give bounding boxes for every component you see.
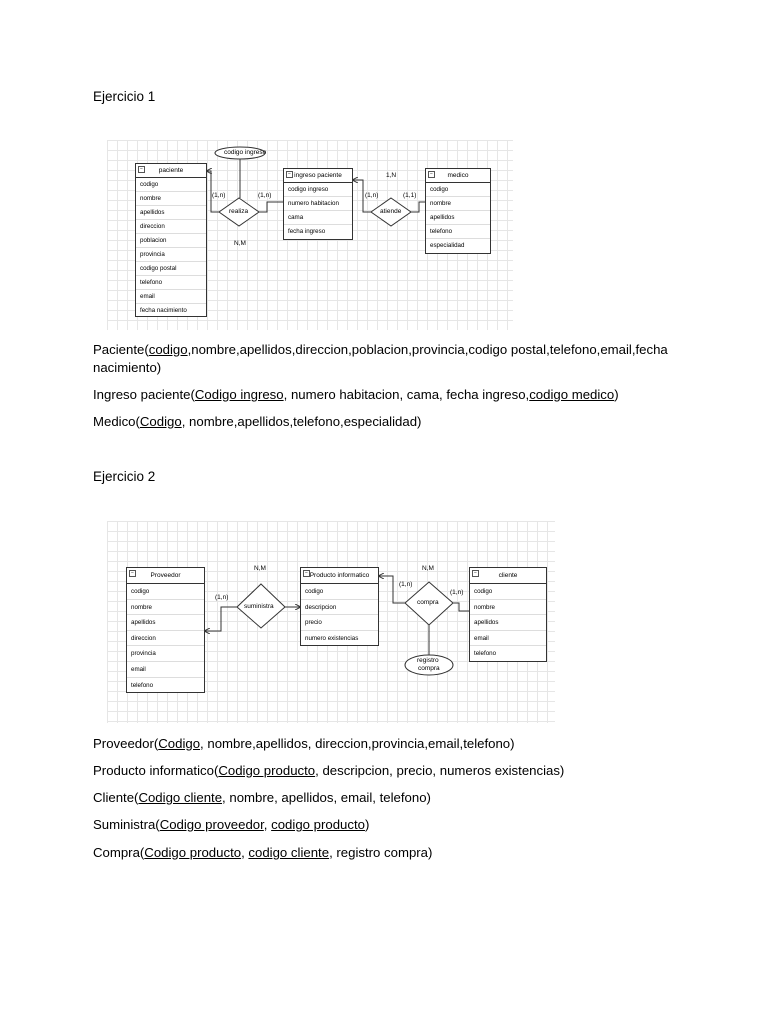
relation-line [93,790,431,805]
attribute: codigo [127,584,204,600]
relation-name: Compra( [93,845,145,860]
entity-title: medico [447,172,469,179]
cardinality-compra-right: (1,n) [450,589,464,596]
registro-compra-label-1: registro [417,657,439,664]
cardinality-realiza-left: (1,n) [212,192,226,199]
attribute: nombre [136,192,206,206]
attribute: telefono [426,225,490,239]
relation-line-continuation: nacimiento) [93,360,162,375]
attribute: codigo ingreso [284,183,352,197]
cardinality-realiza-right: (1,n) [258,192,272,199]
key-attribute: codigo [148,342,188,357]
attribute: nombre [127,600,204,616]
attribute: fecha nacimiento [140,307,187,314]
attribute: codigo [136,178,206,192]
relation-attributes: ) [614,387,619,402]
entity-proveedor [126,567,205,693]
relation-attributes: , [241,845,249,860]
attribute: nombre [470,600,546,616]
er-diagram-1 [107,140,513,330]
relation-line [93,387,619,402]
collapse-icon: − [138,166,145,173]
suministra-label: suministra [244,603,274,610]
relation-attributes: , numero habitacion, cama, fecha ingreso, [283,387,530,402]
relation-attributes: , [263,817,272,832]
compra-label: compra [417,599,439,606]
relation-attributes: ) [364,817,370,832]
key-attribute: Codigo [158,736,201,751]
entity-title: ingreso paciente [294,172,342,179]
relation-line [93,763,564,778]
relation-name: Paciente( [93,342,149,357]
relation-attributes: , nombre,apellidos,telefono,especialidad) [181,414,422,429]
attribute: fecha ingreso [288,228,326,235]
registro-compra-label-2: compra [418,665,440,672]
relation-name: Producto informatico( [93,763,219,778]
attribute: codigo [470,584,546,600]
collapse-icon: − [428,171,435,178]
relation-name: Ingreso paciente( [93,387,195,402]
relation-attributes: , nombre,apellidos, direccion,provincia,email,telefono) [200,736,515,751]
codigo-ingreso-label: codigo ingreso [224,149,267,156]
attribute: direccion [127,631,204,647]
atiende-label: atiende [380,208,402,215]
key-attribute: Codigo [139,414,182,429]
entity-title: paciente [158,167,184,174]
attribute: descripcion [301,600,378,616]
key-attribute: codigo medico [529,387,615,402]
attribute: telefono [136,276,206,290]
collapse-icon: − [472,570,479,577]
relation-line [93,817,369,832]
attribute: apellidos [470,615,546,631]
collapse-icon: − [286,171,293,178]
relation-name: Suministra( [93,817,160,832]
attribute: telefono [131,681,154,689]
relation-name: Cliente( [93,790,139,805]
attribute: numero existencias [305,634,359,642]
key-attribute: Codigo ingreso [194,387,284,402]
attribute: telefono [474,650,497,658]
attribute: email [470,631,546,647]
relation-attributes: , registro compra) [329,845,433,860]
entity-title: cliente [498,572,518,579]
entity-paciente [135,163,207,317]
attribute: codigo postal [136,262,206,276]
key-attribute: Codigo producto [144,845,242,860]
entity-title: Proveedor [150,572,181,579]
relation-attributes: ,nombre,apellidos,direccion,poblacion,provincia,codigo postal,telefono,email,fecha [187,342,668,357]
attribute: direccion [136,220,206,234]
attribute: nombre [426,197,490,211]
relation-line [93,736,515,751]
key-attribute: codigo cliente [248,845,330,860]
attribute: codigo [426,183,490,197]
relation-name: Proveedor( [93,736,159,751]
relation-attributes: , descripcion, precio, numeros existencias) [315,763,565,778]
key-attribute: Codigo cliente [138,790,223,805]
attribute: email [127,662,204,678]
attribute: provincia [136,248,206,262]
attribute: provincia [127,646,204,662]
attribute: email [136,290,206,304]
cardinality-compra-left: (1,n) [399,581,413,588]
collapse-icon: − [303,570,310,577]
key-attribute: codigo producto [271,817,365,832]
relation-line [93,342,668,357]
cardinality-atiende-right: (1,1) [403,192,417,199]
realiza-label: realiza [229,208,249,215]
attribute: cama [284,211,352,225]
relation-name: Medico( [93,414,140,429]
multiplicity-atiende: 1,N [386,172,397,179]
attribute: especialidad [430,242,465,249]
cardinality-atiende-left: (1,n) [365,192,379,199]
key-attribute: Codigo proveedor [159,817,264,832]
key-attribute: Codigo producto [218,763,316,778]
attribute: apellidos [426,211,490,225]
er-diagram-2 [107,521,555,723]
entity-ingreso-paciente [283,168,353,240]
attribute: poblacion [136,234,206,248]
relation-line [93,845,432,860]
relation-line [93,414,421,429]
attribute: apellidos [136,206,206,220]
entity-producto-informatico [300,567,379,646]
multiplicity-compra: N,M [422,565,434,572]
attribute: apellidos [127,615,204,631]
exercise-2-heading: Ejercicio 2 [93,469,156,484]
exercise-1-heading: Ejercicio 1 [93,89,156,104]
entity-title: Producto informatico [309,572,370,579]
attribute: codigo [301,584,378,600]
entity-medico [425,168,491,254]
collapse-icon: − [129,570,136,577]
attribute: precio [301,615,378,631]
multiplicity-realiza: N,M [234,240,246,247]
cardinality-suministra: (1,n) [215,594,229,601]
entity-cliente [469,567,547,662]
relation-attributes: , nombre, apellidos, email, telefono) [222,790,431,805]
attribute: numero habitacion [284,197,352,211]
multiplicity-suministra: N,M [254,565,266,572]
